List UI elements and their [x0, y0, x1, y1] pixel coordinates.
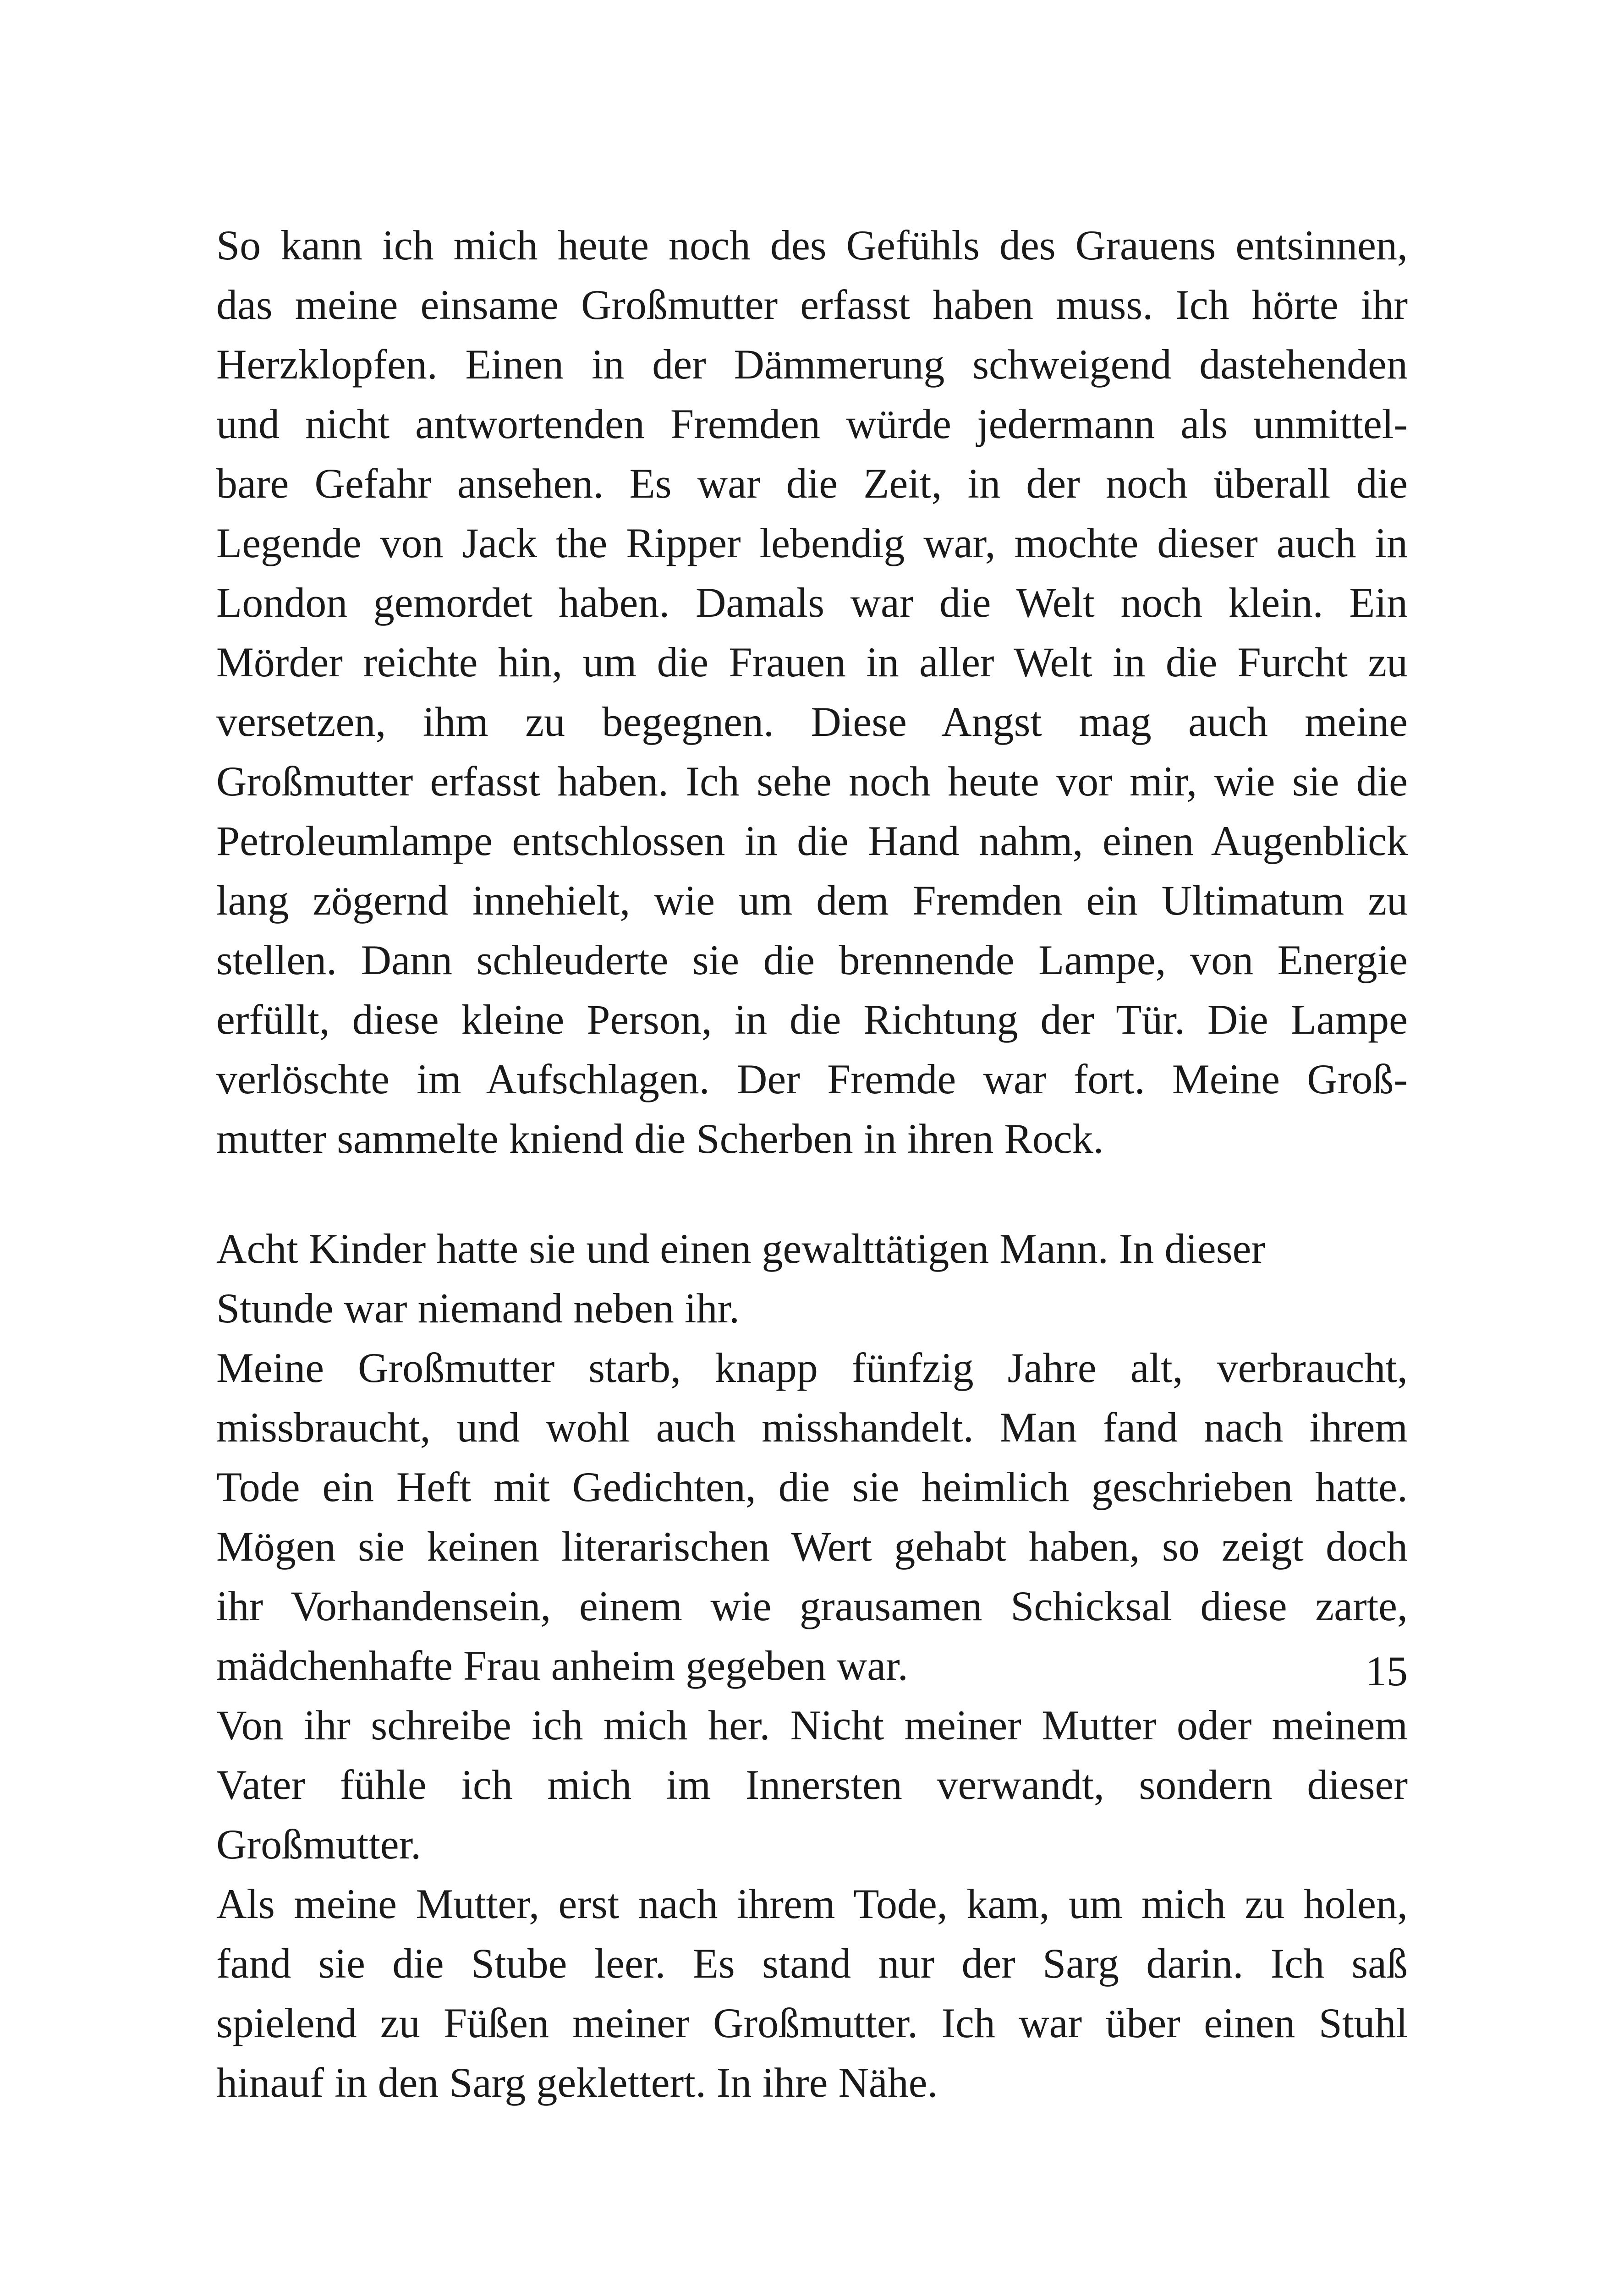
- text-line: spielend zu Füßen meiner Großmutter. Ich war über einen Stuhl: [216, 2000, 1408, 2046]
- text-line: London gemordet haben. Damals war die Welt noch klein. Ein: [216, 579, 1408, 626]
- text-line: Mörder reichte hin, um die Frauen in aller Welt in die Furcht zu: [216, 639, 1408, 685]
- paragraph-2: [216, 1219, 1408, 2112]
- paragraph-1: [216, 215, 1408, 1168]
- text-line: Meine Großmutter starb, knapp fünfzig Jahre alt, verbraucht,: [216, 1344, 1408, 1391]
- text-line: Von ihr schreibe ich mich her. Nicht meiner Mutter oder meinem: [216, 1702, 1408, 1748]
- text-line: hinauf in den Sarg geklettert. In ihre Nähe.: [216, 2059, 938, 2106]
- text-line: lang zögernd innehielt, wie um dem Fremden ein Ultimatum zu: [216, 877, 1408, 924]
- text-line: Herzklopfen. Einen in der Dämmerung schweigend dastehenden: [216, 341, 1408, 388]
- text-line: Als meine Mutter, erst nach ihrem Tode, kam, um mich zu holen,: [216, 1880, 1408, 1927]
- page-number: 15: [1366, 1648, 1408, 1694]
- text-line: Tode ein Heft mit Gedichten, die sie heimlich geschrieben hatte.: [216, 1463, 1408, 1510]
- text-line: Großmutter erfasst haben. Ich sehe noch heute vor mir, wie sie die: [216, 758, 1408, 805]
- text-line: das meine einsame Großmutter erfasst haben muss. Ich hörte ihr: [216, 281, 1408, 328]
- text-line: mutter sammelte kniend die Scherben in ihren Rock.: [216, 1115, 1104, 1162]
- text-line: fand sie die Stube leer. Es stand nur der Sarg darin. Ich saß: [216, 1940, 1408, 1987]
- text-line: Petroleumlampe entschlossen in die Hand nahm, einen Augenblick: [216, 817, 1408, 864]
- text-line: Vater fühle ich mich im Innersten verwandt, sondern dieser: [216, 1761, 1408, 1808]
- text-line: Stunde war niemand neben ihr.: [216, 1285, 740, 1332]
- text-line: erfüllt, diese kleine Person, in die Richtung der Tür. Die Lampe: [216, 996, 1408, 1043]
- text-line: Acht Kinder hatte sie und einen gewalttätigen Mann. In dieser: [216, 1225, 1266, 1272]
- text-line: Mögen sie keinen literarischen Wert gehabt haben, so zeigt doch: [216, 1523, 1408, 1570]
- text-line: Legende von Jack the Ripper lebendig war, mochte dieser auch in: [216, 520, 1408, 566]
- text-line: versetzen, ihm zu begegnen. Diese Angst mag auch meine: [216, 698, 1408, 745]
- text-line: stellen. Dann schleuderte sie die brennende Lampe, von Energie: [216, 937, 1408, 983]
- text-line: missbraucht, und wohl auch misshandelt. Man fand nach ihrem: [216, 1404, 1408, 1451]
- text-line: Großmutter.: [216, 1821, 422, 1868]
- text-line: mädchenhafte Frau anheim gegeben war.: [216, 1642, 908, 1689]
- text-line: So kann ich mich heute noch des Gefühls des Grauens entsinnen,: [216, 222, 1408, 269]
- text-line: verlöschte im Aufschlagen. Der Fremde war fort. Meine Groß-: [216, 1056, 1408, 1102]
- text-line: ihr Vorhandensein, einem wie grausamen Schicksal diese zarte,: [216, 1583, 1408, 1629]
- text-line: bare Gefahr ansehen. Es war die Zeit, in der noch überall die: [216, 460, 1408, 507]
- text-line: und nicht antwortenden Fremden würde jedermann als unmittel-: [216, 400, 1408, 447]
